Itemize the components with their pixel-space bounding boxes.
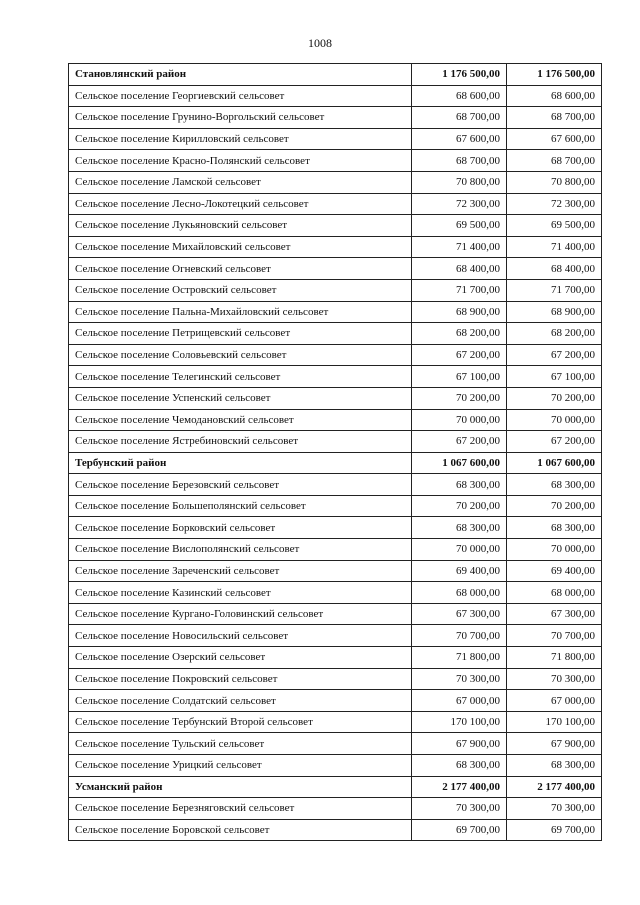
name-cell: Сельское поселение Березняговский сельсовет (69, 798, 412, 820)
value-cell-1: 67 100,00 (412, 366, 507, 388)
value-cell-2: 67 600,00 (507, 128, 602, 150)
name-cell: Сельское поселение Георгиевский сельсовет (69, 85, 412, 107)
value-cell-1: 68 000,00 (412, 582, 507, 604)
name-cell: Сельское поселение Боровской сельсовет (69, 819, 412, 841)
table-row (69, 539, 602, 561)
value-cell-1: 69 700,00 (412, 819, 507, 841)
name-cell: Сельское поселение Чемодановский сельсовет (69, 409, 412, 431)
table-row (69, 236, 602, 258)
value-cell-1: 70 800,00 (412, 171, 507, 193)
table-row (69, 798, 602, 820)
table-row (69, 755, 602, 777)
value-cell-1: 70 200,00 (412, 495, 507, 517)
value-cell-1: 68 300,00 (412, 517, 507, 539)
value-cell-2: 67 300,00 (507, 603, 602, 625)
value-cell-2: 71 700,00 (507, 279, 602, 301)
value-cell-1: 68 700,00 (412, 150, 507, 172)
district-row (69, 64, 602, 86)
value-cell-1: 71 400,00 (412, 236, 507, 258)
name-cell: Сельское поселение Солдатский сельсовет (69, 690, 412, 712)
value-cell-1: 71 800,00 (412, 647, 507, 669)
district-row (69, 452, 602, 474)
value-cell-2: 72 300,00 (507, 193, 602, 215)
value-cell-1: 67 600,00 (412, 128, 507, 150)
value-cell-1: 68 200,00 (412, 323, 507, 345)
table-row (69, 258, 602, 280)
table-row (69, 323, 602, 345)
value-cell-2: 69 400,00 (507, 560, 602, 582)
value-cell-1: 67 900,00 (412, 733, 507, 755)
table-row (69, 495, 602, 517)
value-cell-1: 67 200,00 (412, 344, 507, 366)
value-cell-1: 68 300,00 (412, 755, 507, 777)
value-cell-1: 68 400,00 (412, 258, 507, 280)
table-body (69, 64, 602, 841)
value-cell-1: 70 200,00 (412, 387, 507, 409)
value-cell-1: 68 600,00 (412, 85, 507, 107)
allocation-table (68, 63, 602, 841)
value-cell-2: 68 300,00 (507, 755, 602, 777)
table-row (69, 215, 602, 237)
value-cell-2: 68 300,00 (507, 517, 602, 539)
value-cell-1: 70 000,00 (412, 409, 507, 431)
table-row (69, 107, 602, 129)
value-cell-2: 70 300,00 (507, 668, 602, 690)
value-cell-2: 71 800,00 (507, 647, 602, 669)
name-cell: Сельское поселение Покровский сельсовет (69, 668, 412, 690)
table-row (69, 711, 602, 733)
value-cell-1: 70 700,00 (412, 625, 507, 647)
table-row (69, 625, 602, 647)
name-cell: Сельское поселение Михайловский сельсовет (69, 236, 412, 258)
name-cell: Сельское поселение Урицкий сельсовет (69, 755, 412, 777)
value-cell-1: 2 177 400,00 (412, 776, 507, 798)
name-cell: Сельское поселение Зареченский сельсовет (69, 560, 412, 582)
value-cell-1: 68 300,00 (412, 474, 507, 496)
value-cell-1: 69 400,00 (412, 560, 507, 582)
value-cell-1: 69 500,00 (412, 215, 507, 237)
name-cell: Сельское поселение Новосильский сельсовет (69, 625, 412, 647)
value-cell-1: 70 000,00 (412, 539, 507, 561)
value-cell-1: 68 900,00 (412, 301, 507, 323)
district-row (69, 776, 602, 798)
value-cell-2: 68 300,00 (507, 474, 602, 496)
value-cell-2: 69 700,00 (507, 819, 602, 841)
value-cell-2: 67 200,00 (507, 344, 602, 366)
value-cell-2: 68 700,00 (507, 150, 602, 172)
table-row (69, 193, 602, 215)
name-cell: Сельское поселение Березовский сельсовет (69, 474, 412, 496)
name-cell: Сельское поселение Грунино-Воргольский сельсовет (69, 107, 412, 129)
name-cell: Сельское поселение Кургано-Головинский сельсовет (69, 603, 412, 625)
value-cell-2: 170 100,00 (507, 711, 602, 733)
table-row (69, 690, 602, 712)
name-cell: Сельское поселение Телегинский сельсовет (69, 366, 412, 388)
value-cell-2: 67 200,00 (507, 431, 602, 453)
table-row (69, 733, 602, 755)
value-cell-2: 68 700,00 (507, 107, 602, 129)
value-cell-2: 67 000,00 (507, 690, 602, 712)
value-cell-2: 68 900,00 (507, 301, 602, 323)
value-cell-2: 68 600,00 (507, 85, 602, 107)
name-cell: Сельское поселение Петрищевский сельсовет (69, 323, 412, 345)
value-cell-2: 2 177 400,00 (507, 776, 602, 798)
name-cell: Сельское поселение Успенский сельсовет (69, 387, 412, 409)
name-cell: Сельское поселение Лесно-Локотецкий сельсовет (69, 193, 412, 215)
table-row (69, 150, 602, 172)
value-cell-2: 69 500,00 (507, 215, 602, 237)
table-row (69, 387, 602, 409)
value-cell-2: 67 100,00 (507, 366, 602, 388)
table-row (69, 603, 602, 625)
table-row (69, 668, 602, 690)
value-cell-2: 68 400,00 (507, 258, 602, 280)
table-row (69, 279, 602, 301)
table-row (69, 409, 602, 431)
page-number: 1008 (308, 36, 332, 50)
name-cell: Усманский район (69, 776, 412, 798)
value-cell-2: 70 300,00 (507, 798, 602, 820)
value-cell-1: 67 300,00 (412, 603, 507, 625)
name-cell: Сельское поселение Борковский сельсовет (69, 517, 412, 539)
name-cell: Сельское поселение Озерский сельсовет (69, 647, 412, 669)
value-cell-2: 70 700,00 (507, 625, 602, 647)
value-cell-1: 68 700,00 (412, 107, 507, 129)
table-row (69, 344, 602, 366)
name-cell: Сельское поселение Тульский сельсовет (69, 733, 412, 755)
name-cell: Сельское поселение Огневский сельсовет (69, 258, 412, 280)
value-cell-2: 70 200,00 (507, 387, 602, 409)
table-row (69, 301, 602, 323)
name-cell: Сельское поселение Соловьевский сельсовет (69, 344, 412, 366)
value-cell-1: 1 176 500,00 (412, 64, 507, 86)
table-row (69, 560, 602, 582)
name-cell: Сельское поселение Казинский сельсовет (69, 582, 412, 604)
value-cell-2: 71 400,00 (507, 236, 602, 258)
name-cell: Сельское поселение Пальна-Михайловский сельсовет (69, 301, 412, 323)
value-cell-1: 71 700,00 (412, 279, 507, 301)
value-cell-1: 70 300,00 (412, 668, 507, 690)
table-row (69, 517, 602, 539)
table-row (69, 474, 602, 496)
value-cell-2: 70 200,00 (507, 495, 602, 517)
value-cell-1: 67 200,00 (412, 431, 507, 453)
table-row (69, 647, 602, 669)
value-cell-2: 70 800,00 (507, 171, 602, 193)
value-cell-2: 70 000,00 (507, 539, 602, 561)
table-row (69, 171, 602, 193)
name-cell: Становлянский район (69, 64, 412, 86)
value-cell-1: 72 300,00 (412, 193, 507, 215)
table-row (69, 819, 602, 841)
name-cell: Сельское поселение Вислополянский сельсовет (69, 539, 412, 561)
name-cell: Сельское поселение Ястребиновский сельсовет (69, 431, 412, 453)
value-cell-2: 68 000,00 (507, 582, 602, 604)
name-cell: Сельское поселение Островский сельсовет (69, 279, 412, 301)
name-cell: Сельское поселение Ламской сельсовет (69, 171, 412, 193)
name-cell: Сельское поселение Большеполянский сельсовет (69, 495, 412, 517)
value-cell-1: 170 100,00 (412, 711, 507, 733)
name-cell: Сельское поселение Лукьяновский сельсовет (69, 215, 412, 237)
value-cell-1: 70 300,00 (412, 798, 507, 820)
table-row (69, 85, 602, 107)
name-cell: Сельское поселение Тербунский Второй сельсовет (69, 711, 412, 733)
table-row (69, 431, 602, 453)
table-row (69, 366, 602, 388)
name-cell: Сельское поселение Красно-Полянский сельсовет (69, 150, 412, 172)
name-cell: Тербунский район (69, 452, 412, 474)
name-cell: Сельское поселение Кирилловский сельсовет (69, 128, 412, 150)
value-cell-2: 68 200,00 (507, 323, 602, 345)
value-cell-1: 1 067 600,00 (412, 452, 507, 474)
value-cell-2: 1 067 600,00 (507, 452, 602, 474)
value-cell-2: 67 900,00 (507, 733, 602, 755)
value-cell-2: 70 000,00 (507, 409, 602, 431)
table-row (69, 128, 602, 150)
table-row (69, 582, 602, 604)
value-cell-1: 67 000,00 (412, 690, 507, 712)
value-cell-2: 1 176 500,00 (507, 64, 602, 86)
